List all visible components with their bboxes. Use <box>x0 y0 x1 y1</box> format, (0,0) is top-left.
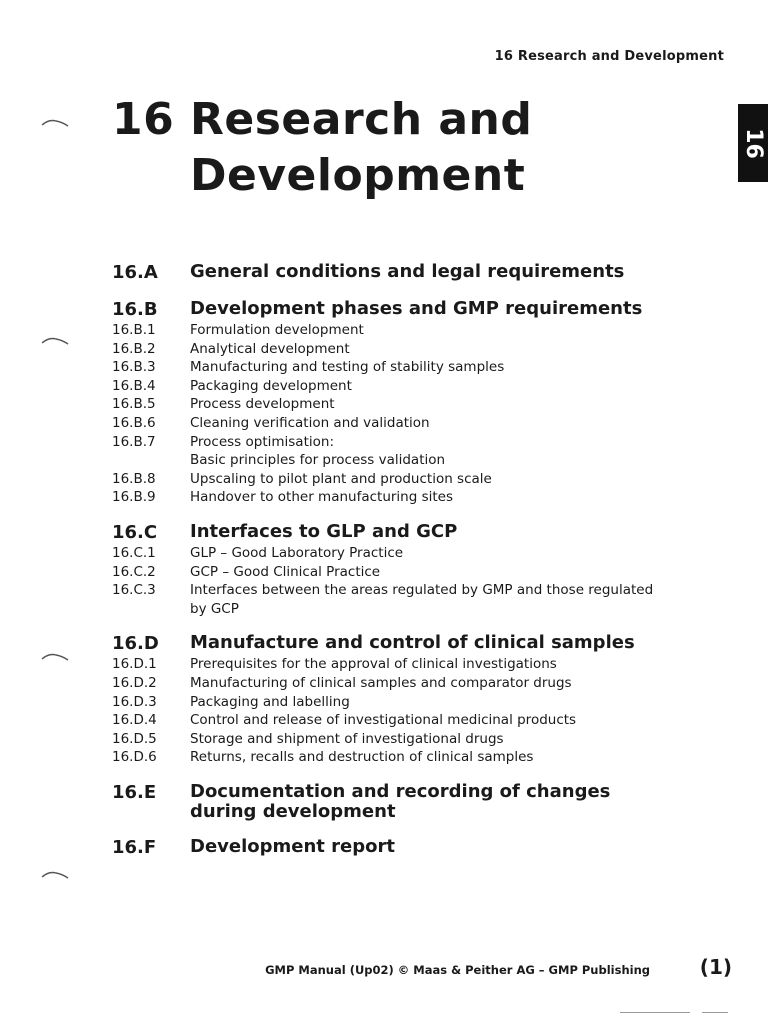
toc-item-text: Returns, recalls and destruction of clinical samples <box>190 749 534 766</box>
toc-item-text: Basic principles for process validation <box>190 452 446 469</box>
toc-item-number: 16.B.7 <box>112 433 156 450</box>
toc-item <box>112 711 672 730</box>
toc-section-heading <box>112 522 672 544</box>
toc-item-number: 16.B.4 <box>112 377 156 394</box>
toc-item <box>112 340 672 359</box>
chapter-number: 16 <box>112 94 175 145</box>
toc-section <box>112 837 672 859</box>
binder-hole-mark-icon <box>40 652 70 662</box>
footer-copyright: GMP Manual (Up02) © Maas & Peither AG – GMP Publishing <box>265 963 650 977</box>
toc-section-title: Development report <box>190 835 395 857</box>
toc-section-title: General conditions and legal requirements <box>190 261 625 282</box>
toc-section-number: 16.D <box>112 633 159 655</box>
toc-item-text: Formulation development <box>190 322 364 338</box>
chapter-tab <box>738 104 768 182</box>
toc-item-text: Manufacturing of clinical samples and comparator drugs <box>190 674 572 691</box>
toc-item <box>112 414 672 433</box>
page-number: (1) <box>699 955 732 979</box>
toc-section <box>112 299 672 507</box>
toc-item <box>112 321 672 340</box>
toc-item-number: 16.D.1 <box>112 656 157 673</box>
toc-item <box>112 358 672 377</box>
toc-item-number: 16.C.2 <box>112 563 156 580</box>
toc-item-number: 16.B.1 <box>112 322 156 338</box>
toc-item <box>112 563 672 582</box>
page-title <box>112 92 532 204</box>
table-of-contents <box>112 262 672 874</box>
toc-item-number: 16.B.3 <box>112 359 156 376</box>
toc-section-number: 16.C <box>112 521 158 543</box>
toc-section-heading <box>112 782 672 822</box>
toc-item-text: Control and release of investigational medicinal products <box>190 712 577 729</box>
binder-hole-mark-icon <box>40 118 70 128</box>
toc-section-heading <box>112 837 672 859</box>
toc-section-title: Documentation and recording of changes during development <box>190 780 611 822</box>
toc-section-title: Interfaces to GLP and GCP <box>190 520 458 542</box>
toc-item-number <box>112 451 190 470</box>
toc-item-number: 16.B.9 <box>112 489 156 506</box>
toc-item-number: 16.D.5 <box>112 730 157 747</box>
toc-item-number: 16.D.2 <box>112 674 157 691</box>
toc-section-number: 16.E <box>112 781 157 803</box>
toc-item-text: Storage and shipment of investigational drugs <box>190 730 504 747</box>
binder-hole-mark-icon <box>40 870 70 880</box>
toc-item-text: Analytical development <box>190 340 350 357</box>
toc-item-text: Packaging development <box>190 377 352 394</box>
toc-item <box>112 730 672 749</box>
toc-section-heading <box>112 633 672 655</box>
toc-section <box>112 262 672 284</box>
toc-item-text: Process optimisation: <box>190 433 334 450</box>
toc-item-text: Packaging and labelling <box>190 693 350 710</box>
toc-item-number: 16.C.3 <box>112 582 156 599</box>
running-header: 16 Research and Development <box>494 49 724 64</box>
toc-item-text: Handover to other manufacturing sites <box>190 489 454 506</box>
toc-section-number: 16.F <box>112 836 157 858</box>
toc-item <box>112 451 672 470</box>
toc-section-number: 16.B <box>112 299 158 320</box>
binder-hole-mark-icon <box>40 336 70 346</box>
toc-item <box>112 377 672 396</box>
title-line-2: Development <box>190 150 526 201</box>
toc-item-number: 16.D.3 <box>112 693 157 710</box>
toc-section-number: 16.A <box>112 262 158 283</box>
toc-item-number: 16.C.1 <box>112 544 156 561</box>
toc-section-title: Manufacture and control of clinical samples <box>190 632 635 654</box>
toc-section <box>112 782 672 822</box>
toc-item <box>112 470 672 489</box>
toc-item-number: 16.B.5 <box>112 396 156 413</box>
toc-item-number: 16.B.2 <box>112 340 156 357</box>
toc-item <box>112 433 672 452</box>
toc-section-heading <box>112 262 672 284</box>
toc-section <box>112 522 672 618</box>
toc-item <box>112 395 672 414</box>
chapter-tab-label: 16 <box>740 127 766 159</box>
toc-item <box>112 488 672 507</box>
scan-artifact-line <box>702 1012 728 1013</box>
toc-item-text: Interfaces between the areas regulated by GMP and those regulated by GCP <box>190 582 654 617</box>
toc-item-text: Cleaning verification and validation <box>190 414 430 431</box>
toc-section <box>112 633 672 767</box>
toc-item <box>112 581 672 618</box>
toc-item-number: 16.B.6 <box>112 414 156 431</box>
toc-item <box>112 655 672 674</box>
toc-section-title: Development phases and GMP requirements <box>190 298 643 319</box>
toc-item-number: 16.D.6 <box>112 749 157 766</box>
toc-item <box>112 674 672 693</box>
toc-item-text: Process development <box>190 396 335 413</box>
toc-item <box>112 748 672 767</box>
toc-section-heading <box>112 299 672 321</box>
toc-item-number: 16.D.4 <box>112 712 157 729</box>
scan-artifact-line <box>620 1012 690 1013</box>
toc-item <box>112 544 672 563</box>
toc-item-text: Upscaling to pilot plant and production scale <box>190 470 492 487</box>
toc-item <box>112 693 672 712</box>
toc-item-text: GLP – Good Laboratory Practice <box>190 544 404 561</box>
title-line-1: Research and <box>190 94 533 145</box>
toc-item-text: GCP – Good Clinical Practice <box>190 563 381 580</box>
toc-item-text: Manufacturing and testing of stability samples <box>190 359 505 376</box>
toc-item-text: Prerequisites for the approval of clinical investigations <box>190 656 557 673</box>
toc-item-number: 16.B.8 <box>112 470 156 487</box>
